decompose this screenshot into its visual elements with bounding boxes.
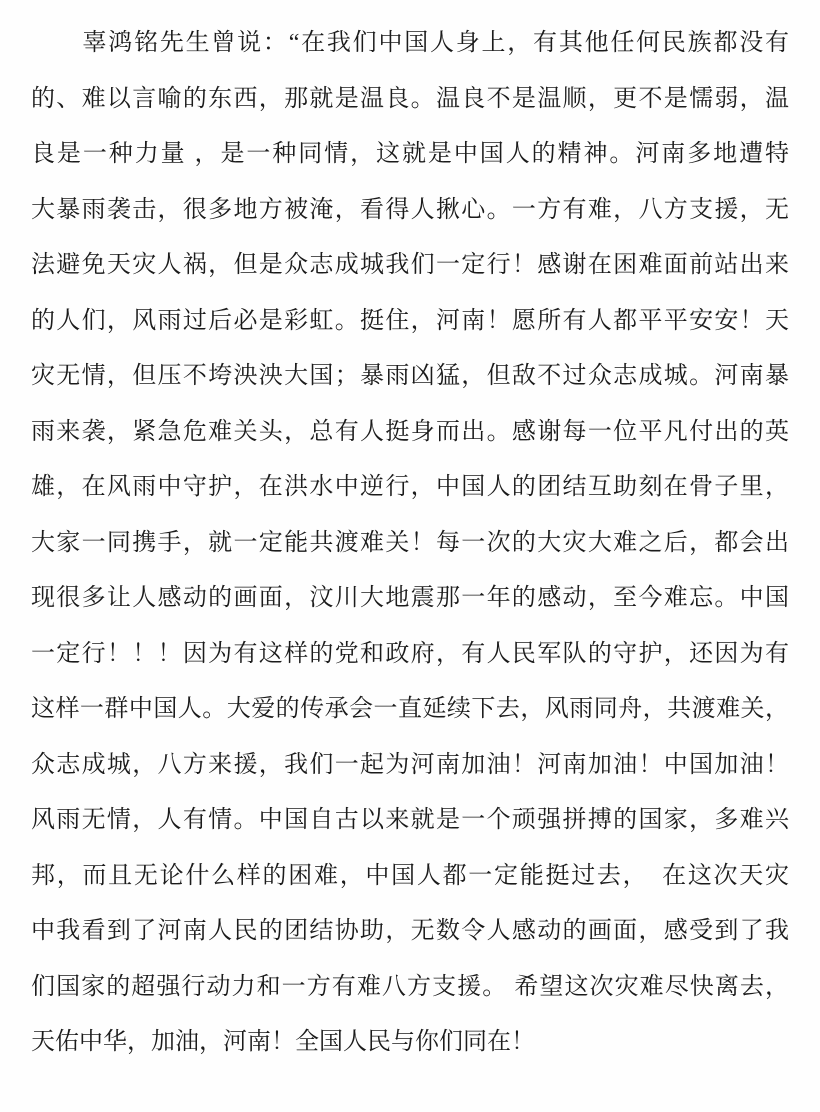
text-line: 一定行！！！因为有这样的党和政府，有人民军队的守护，还因为有 — [31, 640, 789, 667]
text-line: 众志成城，八方来援，我们一起为河南加油！河南加油！中国加油！ — [31, 751, 789, 778]
text-line: 辜鸿铭先生曾说：“在我们中国人身上，有其他任何民族都没有 — [31, 30, 789, 56]
text-line: 法避免天灾人祸，但是众志成城我们一定行！感谢在困难面前站出来 — [31, 252, 789, 278]
text-line-final: 天佑中华，加油，河南！全国人民与你们同在！ — [31, 1029, 535, 1055]
text-line: 邦，而且无论什么样的困难，中国人都一定能挺过去， 在这次天灾 — [31, 862, 789, 889]
text-line: 大暴雨袭击，很多地方被淹，看得人揪心。一方有难，八方支援，无 — [31, 196, 789, 223]
text-line: 现很多让人感动的画面，汶川大地震那一年的感动，至今难忘。中国 — [31, 585, 789, 611]
text-line: 大家一同携手，就一定能共渡难关！每一次的大灾大难之后，都会出 — [31, 529, 789, 556]
text-line: 良是一种力量 ，是一种同情，这就是中国人的精神。河南多地遭特 — [31, 141, 789, 167]
text-line: 灾无情，但压不垮泱泱大国；暴雨凶猛，但敌不过众志成城。河南暴 — [31, 363, 789, 389]
text-line: 风雨无情，人有情。中国自古以来就是一个顽强拼搏的国家，多难兴 — [31, 807, 789, 833]
essay-paragraph — [31, 16, 789, 1071]
text-line: 这样一群中国人。大爱的传承会一直延续下去，风雨同舟，共渡难关， — [31, 696, 789, 722]
text-line: 们国家的超强行动力和一方有难八方支援。 希望这次灾难尽快离去， — [31, 973, 789, 1000]
text-line: 的人们，风雨过后必是彩虹。挺住，河南！愿所有人都平平安安！天 — [31, 307, 789, 334]
text-line: 雄，在风雨中守护，在洪水中逆行，中国人的团结互助刻在骨子里， — [31, 474, 789, 500]
text-line: 中我看到了河南人民的团结协助，无数令人感动的画面，感受到了我 — [31, 918, 789, 944]
text-line: 的、难以言喻的东西，那就是温良。温良不是温顺，更不是懦弱，温 — [31, 85, 789, 112]
text-line: 雨来袭，紧急危难关头，总有人挺身而出。感谢每一位平凡付出的英 — [31, 418, 789, 445]
